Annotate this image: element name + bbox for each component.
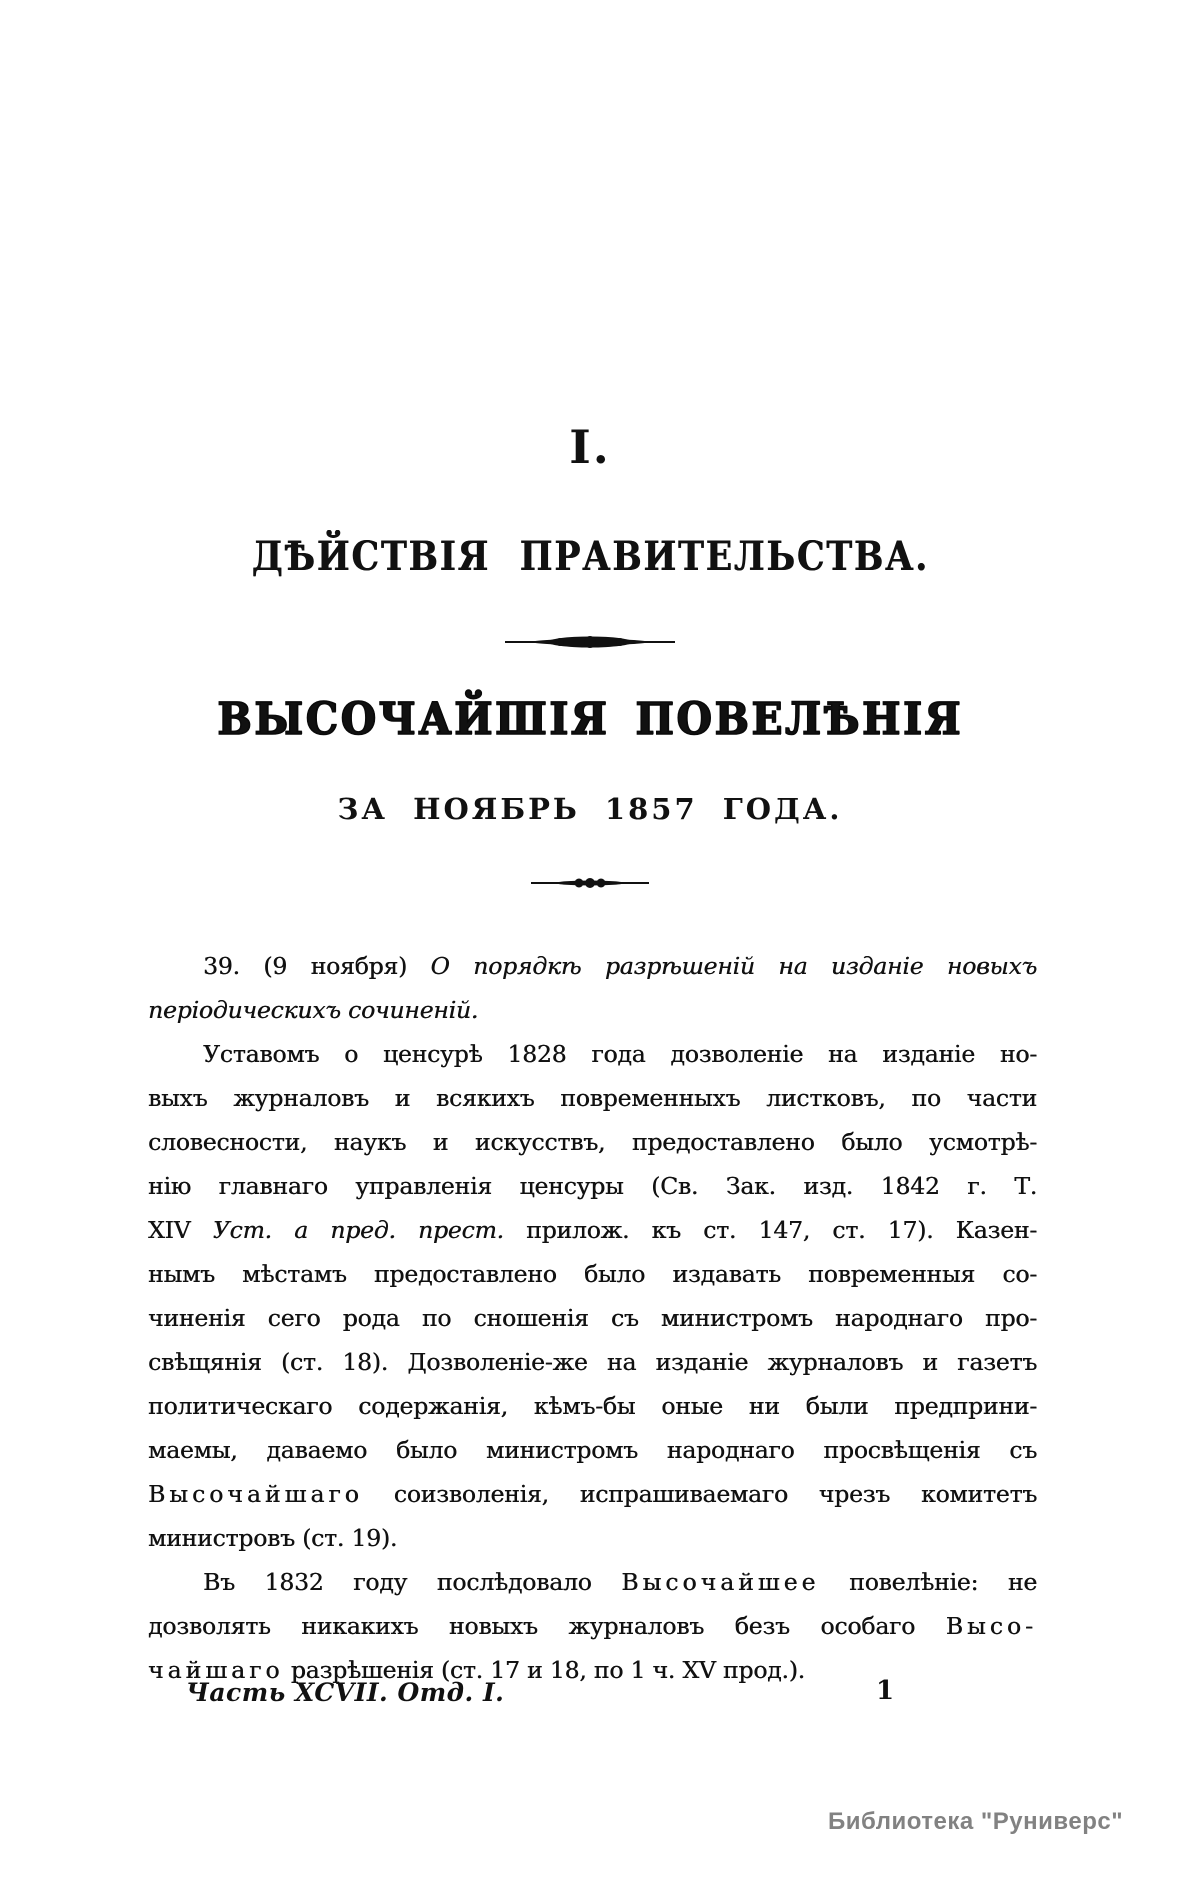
body-run-emphasis: Высо- <box>945 1612 1037 1640</box>
ornament-divider-large <box>140 634 1040 650</box>
body-line <box>148 1164 1037 1208</box>
body-line <box>148 944 1037 988</box>
page-subtitle-text: ВЫСОЧАЙШІЯ ПОВЕЛѢНІЯ <box>217 694 963 745</box>
page-title <box>140 533 1040 580</box>
body-line <box>148 1472 1037 1516</box>
body-run-emphasis: Высочайшее <box>621 1568 820 1596</box>
body-text <box>148 944 1037 1692</box>
tapered-rule-icon <box>505 634 675 650</box>
body-run: Въ 1832 году послѣдовало <box>203 1568 622 1596</box>
page-subtitle <box>140 694 1040 745</box>
body-run: нію главнаго управленія ценсуры (Св. Зак. изд. 1842 г. Т. <box>148 1172 1037 1200</box>
body-run: 39. (9 ноября) <box>203 952 431 980</box>
body-line <box>148 1120 1037 1164</box>
body-line <box>148 1296 1037 1340</box>
body-line <box>148 1384 1037 1428</box>
body-run-italic: О порядкѣ разрѣшеній на изданіе новыхъ <box>430 952 1037 980</box>
body-run: повелѣніе: не <box>819 1568 1038 1596</box>
body-run-emphasis: Высочайшаго <box>148 1480 363 1508</box>
body-run: маемы, даваемо было министромъ народнаго просвѣщенія съ <box>148 1436 1037 1464</box>
body-run: Уставомъ о ценсурѣ 1828 года дозволеніе на изданіе но- <box>203 1040 1037 1068</box>
body-run: словесности, наукъ и искусствъ, предоставлено было усмотрѣ- <box>148 1128 1037 1156</box>
body-run: нымъ мѣстамъ предоставлено было издавать повременныя со- <box>148 1260 1037 1288</box>
body-run: министровъ (ст. 19). <box>148 1524 398 1552</box>
body-run: прилож. къ ст. 147, ст. 17). Казен- <box>503 1216 1038 1244</box>
body-run-italic: періодическихъ сочиненій. <box>148 996 479 1024</box>
ornament-divider-small <box>140 876 1040 890</box>
body-line <box>148 1208 1037 1252</box>
body-line <box>148 1076 1037 1120</box>
dateline: ЗА НОЯБРЬ 1857 ГОДА. <box>337 792 843 826</box>
page-title-text: ДѢЙСТВІЯ ПРАВИТЕЛЬСТВА. <box>251 533 929 580</box>
body-line <box>148 1560 1037 1604</box>
library-watermark: Библиотека "Руниверс" <box>828 1808 1124 1835</box>
body-run: XIV <box>148 1216 213 1244</box>
body-line <box>148 1428 1037 1472</box>
body-run: разрѣшенія (ст. 17 и 18, по 1 ч. XV прод.). <box>283 1656 805 1684</box>
body-run: дозволять никакихъ новыхъ журналовъ безъ особаго <box>148 1612 946 1640</box>
body-line <box>148 988 1037 1032</box>
body-line <box>148 1252 1037 1296</box>
tapered-rule-small-icon <box>531 876 649 890</box>
body-run-emphasis: чайшаго <box>148 1656 284 1684</box>
body-run: соизволенія, испрашиваемаго чрезъ комитетъ <box>362 1480 1037 1508</box>
body-line <box>148 1340 1037 1384</box>
body-line <box>148 1516 1037 1560</box>
body-line <box>148 1604 1037 1648</box>
body-line <box>148 1032 1037 1076</box>
footer-page-number: 1 <box>876 1676 895 1706</box>
body-run: свѣщянія (ст. 18). Дозволеніе-же на изданіе журналовъ и газетъ <box>148 1348 1037 1376</box>
footer-part-label: Часть XCVII. Отд. I. <box>186 1678 505 1707</box>
body-run: политическаго содержанія, кѣмъ-бы оные ни были предприни- <box>148 1392 1037 1420</box>
body-run-italic: Уст. а пред. прест. <box>212 1216 504 1244</box>
body-run: чиненія сего рода по сношенія съ министромъ народнаго про- <box>148 1304 1037 1332</box>
section-number: I. <box>569 420 611 474</box>
body-run: выхъ журналовъ и всякихъ повременныхъ листковъ, по части <box>148 1084 1037 1112</box>
